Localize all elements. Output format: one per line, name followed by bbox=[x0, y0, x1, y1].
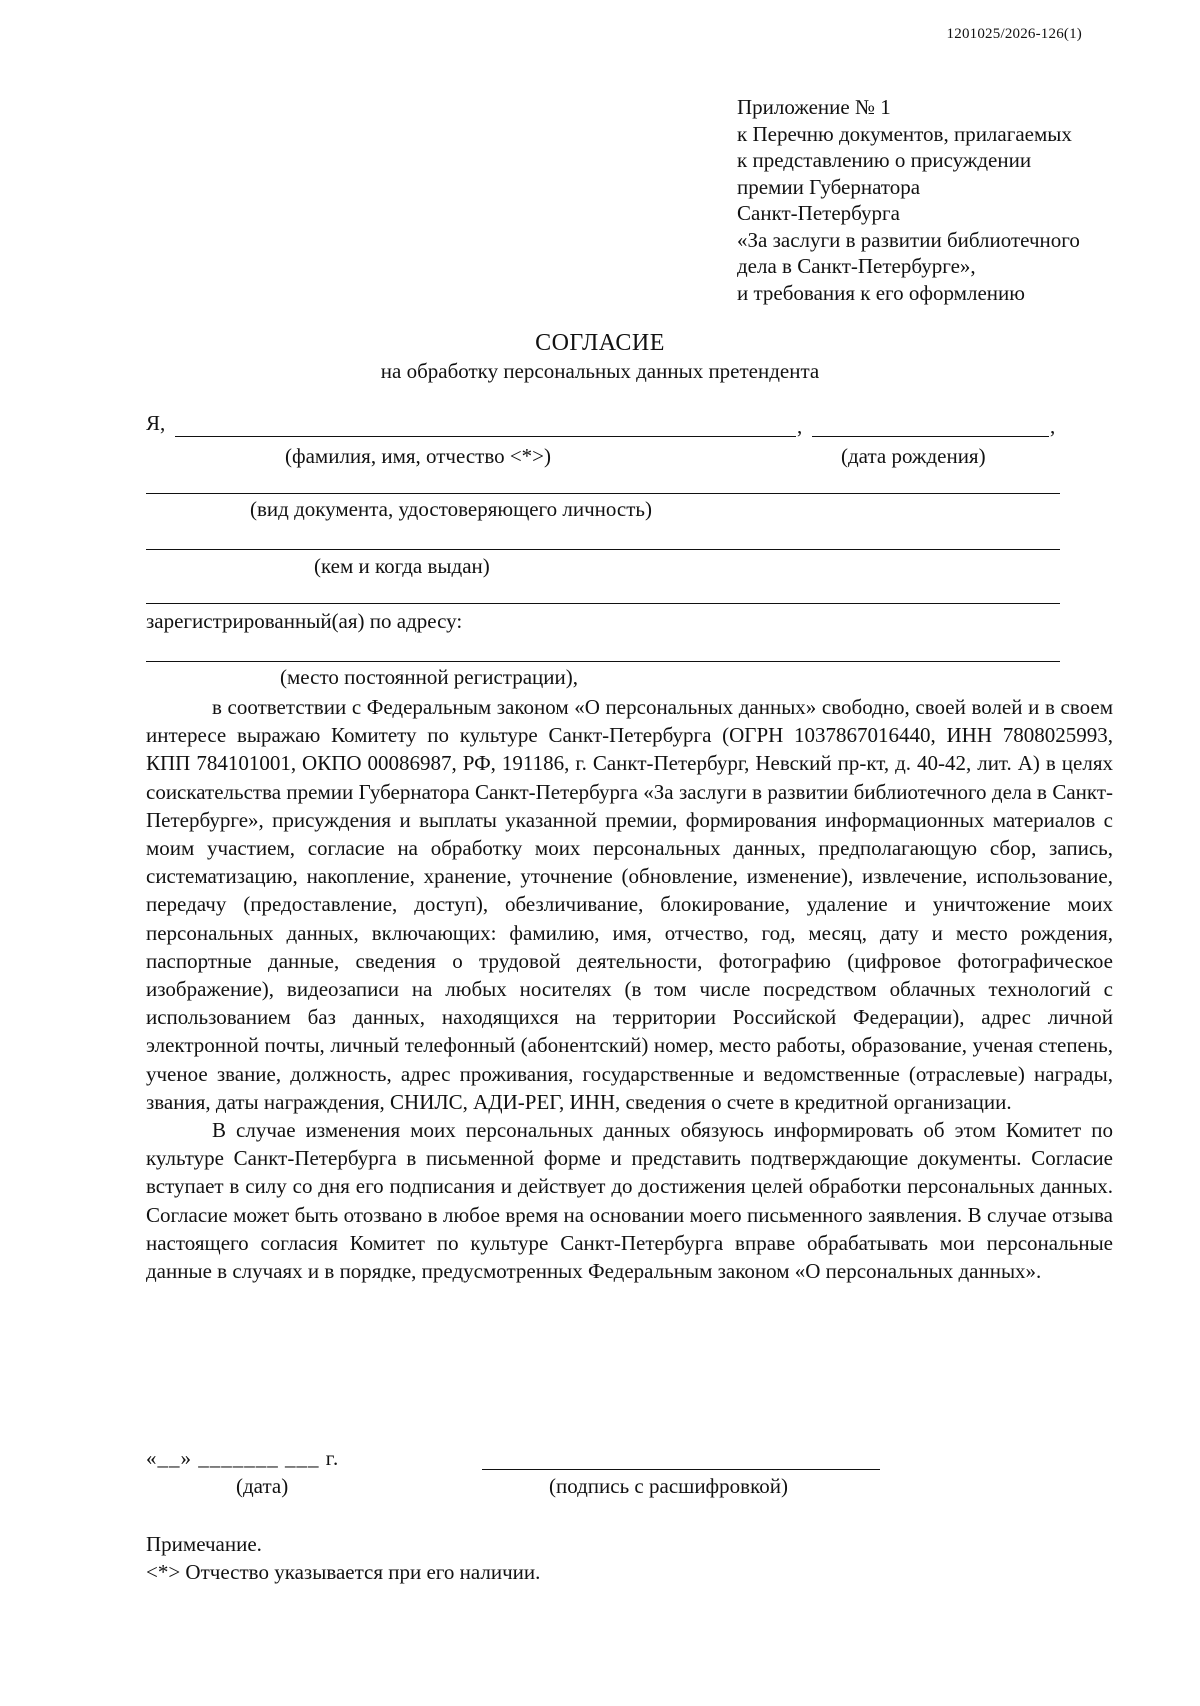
registered-address-label: зарегистрированный(ая) по адресу: bbox=[146, 609, 463, 633]
consent-body bbox=[146, 693, 1113, 1285]
appendix-line: Санкт-Петербурга bbox=[737, 201, 900, 225]
address-fill-line-1 bbox=[146, 603, 1060, 604]
appendix-header bbox=[737, 94, 1080, 306]
i-label: Я, bbox=[146, 411, 166, 435]
birthdate-caption: (дата рождения) bbox=[841, 444, 986, 468]
document-subtitle: на обработку персональных данных претендента bbox=[380, 359, 820, 383]
consent-paragraph: в соответствии с Федеральным законом «О персональных данных» свободно, своей волей и в своем интересе выражаю Комитету по культуре Санкт-Петербурга (ОГРН 1037867016440, ИНН 7808025993, КПП 784101001, ОКПО 00086987, РФ, 191186, г. Санкт-Петербург, Невский пр-кт, д. 40-42, лит. А) в целях соискательства премии Губернатора Санкт-Петербурга «За заслуги в развитии библиотечного дела в Санкт-Петербурге», присуждения и выплаты указанной премии, формирования информационных материалов с моим участием, согласие на обработку моих персональных данных, предполагающую сбор, запись, систематизацию, накопление, хранение, уточнение (обновление, изменение), извлечение, использование, передачу (предоставление, доступ), обезличивание, блокирование, удаление и уничтожение моих персональных данных, включающих: фамилию, имя, отчество, год, месяц, дату и место рождения, паспортные данные, сведения о трудовой деятельности, фотографию (цифровое фотографическое изображение), видеозаписи на любых носителях (в том числе посредством облачных технологий с использованием баз данных, находящихся на территории Российской Федерации), адрес личной электронной почты, личный телефонный (абонентский) номер, место работы, образование, ученая степень, ученое звание, должность, адрес проживания, государственные и ведомственные (отраслевые) награды, звания, даты награждения, СНИЛС, АДИ-РЕГ, ИНН, сведения о счете в кредитной организации. bbox=[146, 695, 1113, 1114]
appendix-line: премии Губернатора bbox=[737, 174, 921, 199]
appendix-line: Приложение № 1 bbox=[737, 95, 891, 119]
comma-separator: , bbox=[797, 414, 803, 438]
appendix-line: к Перечню документов, прилагаемых bbox=[737, 121, 1072, 146]
identity-doc-fill-line bbox=[146, 493, 1060, 494]
signature-caption: (подпись с расшифровкой) bbox=[549, 1474, 788, 1498]
address-fill-line-2 bbox=[146, 661, 1060, 662]
identity-doc-caption: (вид документа, удостоверяющего личность) bbox=[250, 497, 653, 521]
fio-fill-line bbox=[175, 436, 796, 437]
date-fill-line: «__» _______ ___ г. bbox=[146, 1446, 340, 1470]
residence-caption: (место постоянной регистрации), bbox=[280, 665, 579, 689]
birthdate-fill-line bbox=[812, 436, 1049, 437]
signature-fill-line bbox=[482, 1469, 880, 1470]
document-number: 1201025/2026-126(1) bbox=[946, 26, 1082, 42]
document-title: СОГЛАСИЕ bbox=[535, 330, 665, 356]
appendix-line: к представлению о присуждении bbox=[737, 148, 1032, 172]
fio-caption: (фамилия, имя, отчество <*>) bbox=[285, 444, 552, 468]
consent-paragraph: В случае изменения моих персональных данных обязуюсь информировать об этом Комитет по культуре Санкт-Петербурга в письменной форме и представить подтверждающие документы. Согласие вступает в силу со дня его подписания и действует до достижения целей обработки персональных данных. Согласие может быть отозвано в любое время на основании моего письменного заявления. В случае отзыва настоящего согласия Комитет по культуре Санкт-Петербурга вправе обрабатывать мои персональные данные в случаях и в порядке, предусмотренных Федеральным законом «О персональных данных». bbox=[146, 1118, 1113, 1284]
issued-by-fill-line bbox=[146, 549, 1060, 550]
note-heading: Примечание. bbox=[146, 1532, 262, 1556]
appendix-line: «За заслуги в развитии библиотечного bbox=[737, 227, 1080, 252]
appendix-line: дела в Санкт-Петербурге», bbox=[737, 254, 976, 278]
comma-separator: , bbox=[1050, 414, 1056, 438]
note-text: <*> Отчество указывается при его наличии. bbox=[146, 1560, 541, 1584]
date-caption: (дата) bbox=[236, 1474, 289, 1498]
appendix-line: и требования к его оформлению bbox=[737, 280, 1025, 305]
note-block bbox=[146, 1530, 540, 1586]
issued-by-caption: (кем и когда выдан) bbox=[314, 554, 490, 578]
